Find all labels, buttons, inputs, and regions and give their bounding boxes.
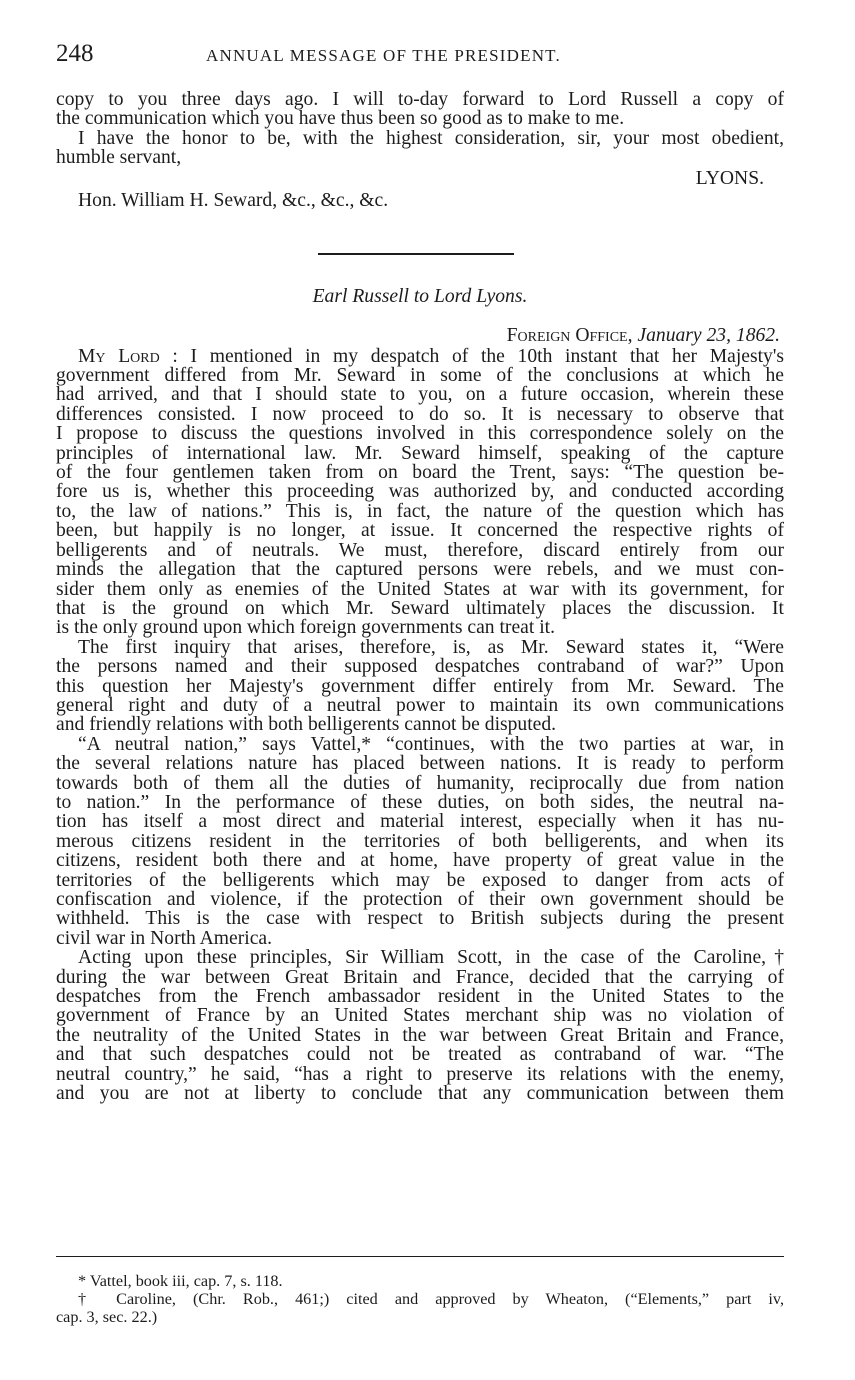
text-line: this question her Majesty's government differ entirely from Mr. Seward. The [56, 675, 784, 697]
section-divider [318, 253, 514, 255]
footnotes [56, 1272, 784, 1326]
text-line: despatches from the French ambassador resident in the United States to the [56, 986, 784, 1008]
page-number: 248 [56, 40, 94, 67]
text-line: tion has itself a most direct and material interest, especially when it has nu- [56, 811, 784, 833]
text-line: belligerents and of neutrals. We must, therefore, discard entirely from our [56, 539, 784, 561]
salutation: My Lord : [78, 345, 178, 367]
text-line: that is the ground on which Mr. Seward ultimately places the discussion. It [56, 597, 784, 619]
text-line: sider them only as enemies of the United States at war with its government, for [56, 578, 784, 600]
text-line: government differed from Mr. Seward in some of the conclusions at which he [56, 365, 784, 387]
text-line: “A neutral nation,” says Vattel,* “continues, with the two parties at war, in [78, 733, 784, 755]
letter-body [56, 347, 784, 1104]
document-title: Earl Russell to Lord Lyons. [312, 285, 528, 307]
text-line: copy to you three days ago. I will to-day forward to Lord Russell a copy of [56, 89, 784, 110]
page-header [56, 40, 796, 74]
text-line: humble servant, [56, 147, 182, 169]
addressee: Hon. William H. Seward, &c., &c., &c. [78, 189, 389, 211]
text-line: and friendly relations with both belligerents cannot be disputed. [56, 714, 557, 736]
text-line: differences consisted. I now proceed to do so. It is necessary to observe that [56, 403, 784, 425]
text-line: during the war between Great Britain and France, decided that the carrying of [56, 966, 784, 988]
text-line: minds the allegation that the captured persons were rebels, and we must con- [56, 559, 784, 581]
text-line: is the only ground upon which foreign governments can treat it. [56, 617, 555, 639]
text-line: principles of international law. Mr. Seward himself, speaking of the capture [56, 442, 784, 464]
text-line: to nation.” In the performance of these duties, on both sides, the neutral na- [56, 791, 784, 813]
text-line: towards both of them all the duties of humanity, reciprocally due from nation [56, 772, 784, 794]
text-line: the several relations nature has placed between nations. It is ready to perform [56, 753, 784, 775]
text-line: civil war in North America. [56, 927, 273, 949]
text-line: been, but happily is no longer, at issue. It concerned the respective rights of [56, 520, 784, 542]
text-line: and you are not at liberty to conclude that any communication between them [56, 1083, 784, 1105]
text-line-rest: I mentioned in my despatch of the 10th instant that her Majesty's [177, 345, 784, 367]
footnote-vattel: * Vattel, book iii, cap. 7, s. 118. [78, 1272, 283, 1290]
text-line: confiscation and violence, if the protection of their own government should be [56, 889, 784, 910]
text-line: neutral country,” he said, “has a right to preserve its relations with the enemy, [56, 1063, 784, 1085]
text-line: of the four gentlemen taken from on board the Trent, says: “The question be- [56, 462, 784, 484]
text-line: to, the law of nations.” This is, in fact, the nature of the question which has [56, 500, 784, 522]
text-line: The first inquiry that arises, therefore, is, as Mr. Seward states it, “Were [78, 636, 784, 658]
text-line: had arrived, and that I should state to you, on a future occasion, wherein these [56, 384, 784, 406]
text-line: fore us is, whether this proceeding was authorized by, and conducted according [56, 481, 784, 503]
text-line: withheld. This is the case with respect to British subjects during the present [56, 908, 784, 930]
footnote-caroline: † Caroline, (Chr. Rob., 461;) cited and approved by Wheaton, (“Elements,” part iv, [78, 1290, 784, 1308]
text-line: the neutrality of the United States in the war between Great Britain and France, [56, 1024, 784, 1046]
text-line: general right and duty of a neutral power to maintain its own communications [56, 694, 784, 716]
text-line [56, 347, 784, 366]
text-line: I propose to discuss the questions involved in this correspondence solely on the [56, 423, 784, 445]
running-head: ANNUAL MESSAGE OF THE PRESIDENT. [206, 46, 561, 65]
text-line: Acting upon these principles, Sir William Scott, in the case of the Caroline,† [78, 947, 784, 969]
dateline-place: Foreign Office, [506, 324, 633, 346]
text-line: and that such despatches could not be treated as contraband of war. “The [56, 1044, 784, 1066]
footnote-divider [56, 1256, 784, 1257]
text-line: government of France by an United States merchant ship was no violation of [56, 1005, 784, 1027]
text-line: the communication which you have thus been so good as to make to me. [56, 108, 625, 130]
text-line: the persons named and their supposed despatches contraband of war?” Upon [56, 656, 784, 678]
signature: LYONS. [695, 167, 764, 189]
text-line: I have the honor to be, with the highest consideration, sir, your most obedient, [78, 127, 784, 149]
dateline-date: January 23, 1862. [637, 324, 780, 346]
page-body [56, 90, 784, 1103]
dateline [56, 325, 784, 347]
text-line: merous citizens resident in the territories of both belligerents, and when its [56, 830, 784, 852]
footnote-caroline-cont: cap. 3, sec. 22.) [56, 1308, 158, 1326]
text-line: citizens, resident both there and at home, have property of great value in the [56, 850, 784, 872]
text-line: territories of the belligerents which may be exposed to danger from acts of [56, 869, 784, 891]
